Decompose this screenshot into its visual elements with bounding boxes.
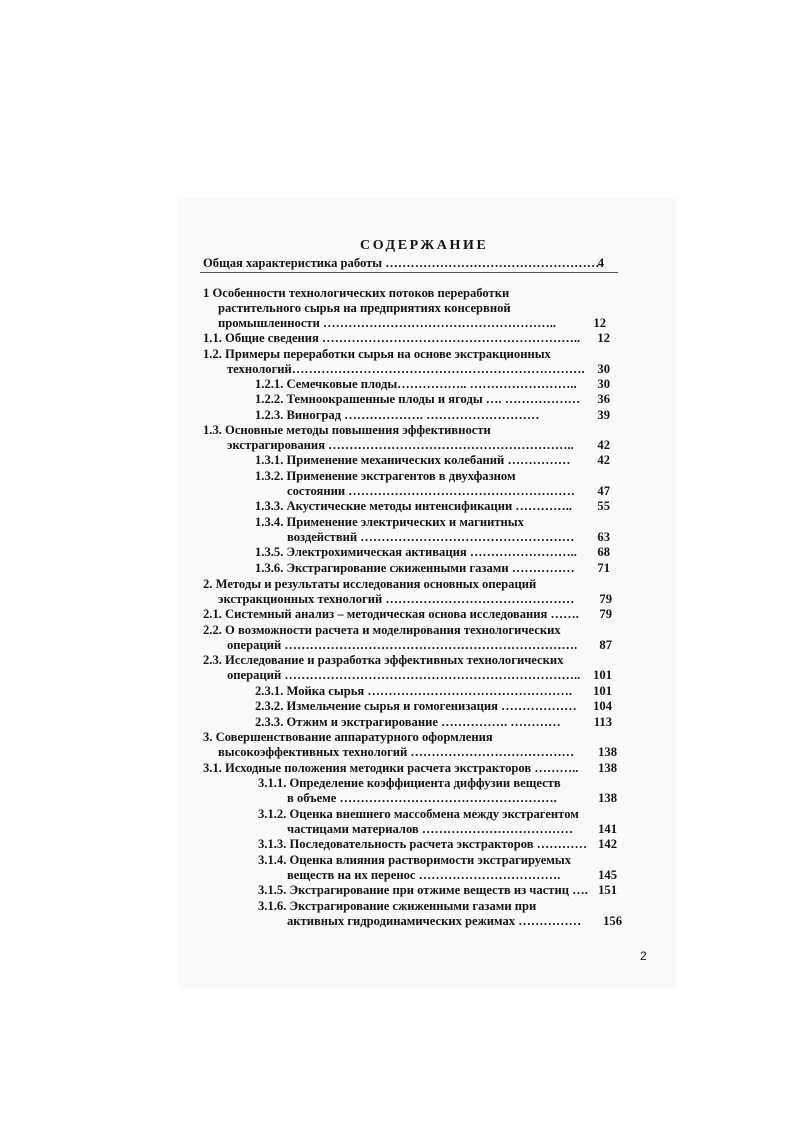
- toc-entry-text: операций …………………………………………………………….: [227, 638, 578, 652]
- toc-entry-text: в объеме …………………………………………….: [287, 791, 557, 805]
- toc-entry-page: 47: [597, 484, 610, 498]
- toc-entry-text: 1 Особенности технологических потоков переработки: [203, 286, 510, 300]
- toc-entry-text: 1.2.3. Виноград ………………. ………………………: [255, 408, 540, 422]
- toc-entry-page: 87: [599, 638, 612, 652]
- toc-entry-page: 156: [603, 914, 622, 928]
- toc-entry-page: 39: [597, 408, 610, 422]
- toc-entry-page: 79: [599, 607, 612, 621]
- toc-entry-page: 113: [593, 715, 612, 729]
- toc-entry-text: растительного сырья на предприятиях консервной: [218, 301, 511, 315]
- toc-entry-text: 1.3. Основные методы повышения эффективности: [203, 423, 491, 437]
- toc-entry-page: 141: [598, 822, 617, 836]
- toc-entry-page: 138: [598, 791, 617, 805]
- toc-entry-page: 63: [597, 530, 610, 544]
- toc-entry-text: 3. Совершенствование аппаратурного оформления: [203, 730, 493, 744]
- toc-entry-text: 2.1. Системный анализ – методическая основа исследования …….: [203, 607, 579, 621]
- toc-entry-page: 71: [597, 561, 610, 575]
- toc-entry-page: 42: [597, 453, 610, 467]
- toc-entry-text: 3.1. Исходные положения методики расчета экстракторов ………..: [203, 761, 579, 775]
- toc-entry-text: 1.3.6. Экстрагирование сжиженными газами ……………: [255, 561, 575, 575]
- toc-entry-page: 138: [598, 761, 617, 775]
- toc-entry-text: экстракционных технологий ………………………………………: [218, 592, 575, 606]
- toc-entry-text: 1.3.5. Электрохимическая активация ……………………..: [255, 545, 577, 559]
- toc-entry-text: активных гидродинамических режимах ……………: [287, 914, 582, 928]
- toc-entry-text: Общая характеристика работы ……………………………………………: [203, 256, 600, 270]
- toc-entry-text: 1.3.2. Применение экстрагентов в двухфазном: [255, 469, 516, 483]
- toc-entry-text: операций ……………………………………………………………..: [227, 668, 581, 682]
- toc-entry-page: 104: [593, 699, 612, 713]
- toc-entry-text: 2.3.3. Отжим и экстрагирование ……………. …………: [255, 715, 561, 729]
- toc-entry-text: 2.2. О возможности расчета и моделирования технологических: [203, 623, 561, 637]
- toc-entry-page: 101: [593, 668, 612, 682]
- toc-entry-page: 4: [597, 256, 604, 270]
- page-number: 2: [640, 949, 647, 963]
- toc-entry-text: 2.3. Исследование и разработка эффективных технологических: [203, 653, 564, 667]
- toc-entry-page: 68: [597, 545, 610, 559]
- toc-entry-text: 1.3.4. Применение электрических и магнитных: [255, 515, 524, 529]
- toc-entry-text: 3.1.6. Экстрагирование сжиженными газами при: [258, 899, 537, 913]
- toc-entry-text: 2.3.2. Измельчение сырья и гомогенизация ………………: [255, 699, 577, 713]
- toc-entry-page: 79: [599, 592, 612, 606]
- toc-entry-page: 12: [597, 331, 610, 345]
- toc-entry-page: 36: [597, 392, 610, 406]
- toc-entry-text: 2.3.1. Мойка сырья ………………………………………….: [255, 684, 572, 698]
- toc-entry-text: 3.1.2. Оценка внешнего массобмена между экстрагентом: [258, 807, 579, 821]
- toc-entry-text: экстрагирования …………………………………………………..: [227, 438, 574, 452]
- toc-entry-page: 30: [597, 362, 610, 376]
- toc-entry-text: частицами материалов ………………………………: [287, 822, 573, 836]
- toc-entry-page: 12: [593, 316, 606, 330]
- toc-entry-text: 3.1.3. Последовательность расчета экстракторов …………: [258, 837, 588, 851]
- toc-entry-text: 3.1.1. Определение коэффициента диффузии веществ: [258, 776, 561, 790]
- toc-entry-text: 1.2. Примеры переработки сырья на основе экстракционных: [203, 347, 551, 361]
- toc-entry-text: веществ на их перенос …………………………….: [287, 868, 561, 882]
- toc-entry-text: технологий…………………………………………………………….: [227, 362, 585, 376]
- page-title: СОДЕРЖАНИЕ: [360, 238, 489, 253]
- toc-entry-text: состоянии ………………………………………………: [287, 484, 575, 498]
- toc-entry-text: 1.2.1. Семечковые плоды…………….. ……………………..: [255, 377, 577, 391]
- toc-entry-page: 55: [597, 499, 610, 513]
- toc-entry-text: 3.1.5. Экстрагирование при отжиме веществ из частиц ….: [258, 883, 588, 897]
- toc-entry-page: 30: [597, 377, 610, 391]
- toc-entry-text: 3.1.4. Оценка влияния растворимости экстрагируемых: [258, 853, 572, 867]
- toc-entry-page: 145: [598, 868, 617, 882]
- toc-entry-text: 2. Методы и результаты исследования основных операций: [203, 577, 537, 591]
- toc-entry-page: 151: [598, 883, 617, 897]
- toc-entry-text: 1.3.3. Акустические методы интенсификации …………..: [255, 499, 573, 513]
- toc-entry-text: 1.2.2. Темноокрашенные плоды и ягоды …. ………………: [255, 392, 581, 406]
- toc-entry-page: 42: [597, 438, 610, 452]
- toc-entry-text: 1.1. Общие сведения ……………………………………………………..: [203, 331, 581, 345]
- toc-entry-text: промышленности ………………………………………………..: [218, 316, 556, 330]
- toc-entry-text: высокоэффективных технологий …………………………………: [218, 745, 575, 759]
- toc-entry-text: 1.3.1. Применение механических колебаний ……………: [255, 453, 571, 467]
- toc-entry-page: 138: [598, 745, 617, 759]
- toc-entry-text: воздействий ……………………………………………: [287, 530, 575, 544]
- toc-entry-page: 101: [593, 684, 612, 698]
- toc-entry-page: 142: [598, 837, 617, 851]
